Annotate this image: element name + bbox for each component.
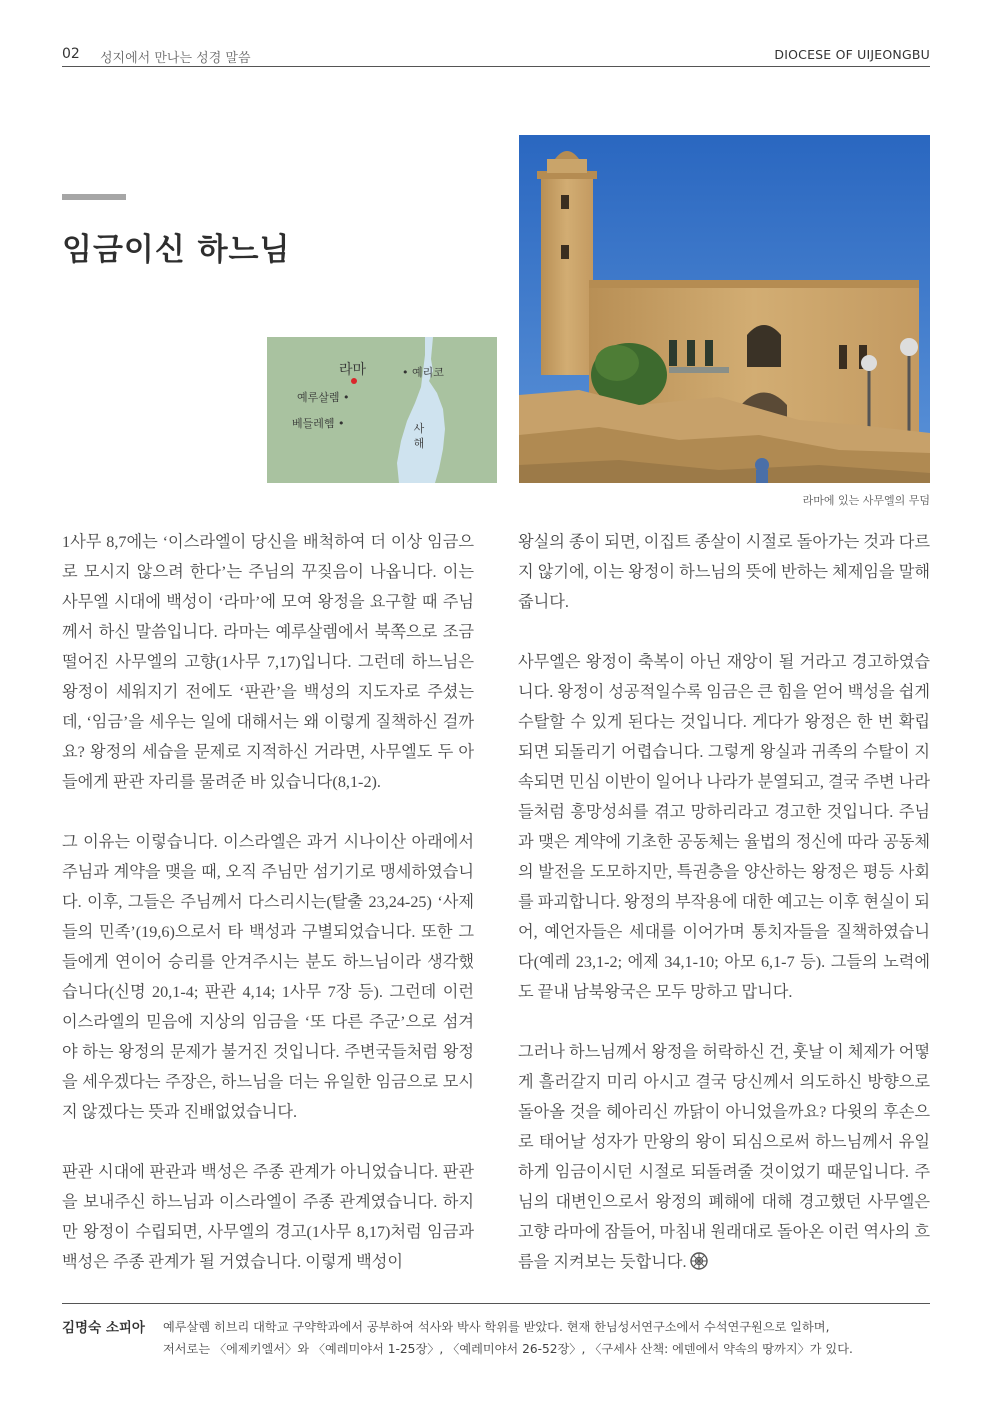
tomb-of-samuel-photo: [519, 135, 930, 483]
paragraph: 사무엘은 왕정이 축복이 아닌 재앙이 될 거라고 경고하였습니다. 왕정이 성공적일수록 임금은 큰 힘을 얻어 백성을 쉽게 수탈할 수 있게 된다는 것입니다. 게다가 왕정은 한 번 확립되면 되돌리기 어렵습니다. 그렇게 왕실과 귀족의 수탈이 지속되면 민심 이반이 일어나 나라가 분열되고, 결국 주변 나라들처럼 흥망성쇠를 겪고 망하리라고 경고한 것입니다. 주님과 맺은 계약에 기초한 공동체는 율법의 정신에 따라 공동체의 발전을 도모하지만, 특권층을 양산하는 왕정은 평등 사회를 파괴합니다. 왕정의 부작용에 대한 예고는 이후 현실이 되어, 예언자들은 세대를 이어가며 통치자들을 질책하였습니다(예레 23,1-2; 에제 34,1-10; 아모 6,1-7 등). 그들의 노력에도 끝내 남북왕국은 모두 망하고 맙니다.: [518, 653, 930, 1001]
author-bio-line: 예루살렘 히브리 대학교 구약학과에서 공부하여 석사와 박사 학위를 받았다. 현재 한님성서연구소에서 수석연구원으로 일하며,: [163, 1320, 830, 1334]
map-label-jerusalem: 예루살렘 •: [297, 391, 350, 404]
page-number: 02: [62, 46, 80, 62]
paragraph: 1사무 8,7에는 ‘이스라엘이 당신을 배척하여 더 이상 임금으로 모시지 않으려 한다’는 주님의 꾸짖음이 나옵니다. 이는 사무엘 시대에 백성이 ‘라마’에 모여 왕정을 요구할 때 주님께서 하신 말씀입니다. 라마는 예루살렘에서 북쪽으로 조금 떨어진 사무엘의 고향(1사무 7,17)입니다. 그런데 하느님은 왕정이 세워지기 전에도 ‘판관’을 백성의 지도자로 주셨는데, ‘임금’을 세우는 일에 대해서는 왜 이렇게 질책하신 걸까요? 왕정의 세습을 문제로 지적하신 거라면, 사무엘도 두 아들에게 판관 자리를 물려준 바 있습니다(8,1-2).: [62, 533, 474, 791]
author-bio: [163, 1316, 933, 1360]
author-bio-line: 저서로는 〈에제키엘서〉와 〈예레미야서 1-25장〉, 〈예레미야서 26-52장〉, 〈구세사 산책: 에덴에서 약속의 땅까지〉가 있다.: [163, 1342, 853, 1356]
body-column-left: [62, 527, 474, 1307]
map-label-jericho: • 예리코: [402, 366, 444, 379]
publisher-name: DIOCESE OF UIJEONGBU: [774, 47, 930, 62]
page-header: [62, 44, 930, 67]
author-name: 김명숙 소피아: [62, 1320, 145, 1336]
footer-divider: [62, 1303, 930, 1304]
dead-sea-shape: [397, 337, 445, 483]
paragraph: 그 이유는 이렇습니다. 이스라엘은 과거 시나이산 아래에서 주님과 계약을 맺을 때, 오직 주님만 섬기기로 맹세하였습니다. 이후, 그들은 주님께서 다스리시는(탈출 23,24-25) ‘사제들의 민족’(19,6)으로서 타 백성과 구별되었습니다. 또한 그들에게 연이어 승리를 안겨주시는 분도 하느님이라 생각했습니다(신명 20,1-4; 판관 4,14; 1사무 7장 등). 그런데 이런 이스라엘의 믿음에 지상의 임금을 ‘또 다른 주군’으로 섬겨야 하는 왕정의 문제가 불거진 것입니다. 주변국들처럼 왕정을 세우겠다는 주장은, 하느님을 더는 유일한 임금으로 모시지 않겠다는 뜻과 진배없었습니다.: [62, 833, 474, 1121]
photo-illustration: [519, 135, 930, 483]
section-title: 성지에서 만나는 성경 말씀: [100, 51, 251, 66]
map-label-dead-sea: 사해: [413, 422, 425, 450]
paragraph: 왕실의 종이 되면, 이집트 종살이 시절로 돌아가는 것과 다르지 않기에, 이는 왕정이 하느님의 뜻에 반하는 체제임을 말해줍니다.: [518, 533, 930, 611]
paragraph-text: 그러나 하느님께서 왕정을 허락하신 건, 훗날 이 체제가 어떻게 흘러갈지 미리 아시고 결국 당신께서 의도하신 방향으로 돌아올 것을 헤아리신 까닭이 아니었을까요? 다윗의 후손으로 태어날 성자가 만왕의 왕이 되심으로써 하느님께서 유일하게 임금이시던 시절로 되돌려줄 것이었기 때문입니다. 주님의 대변인으로서 왕정의 폐해에 대해 경고했던 사무엘은 고향 라마에 잠들어, 마침내 원래대로 돌아온 이런 역사의 흐름을 지켜보는 듯합니다.: [518, 1043, 930, 1271]
map-label-rama: 라마: [339, 362, 367, 378]
paragraph-final: [518, 1037, 930, 1280]
photo-caption: 라마에 있는 사무엘의 무덤: [802, 494, 930, 507]
map-label-bethlehem: 베들레헴 •: [292, 417, 345, 430]
article-title: 임금이신 하느님: [62, 232, 291, 268]
title-accent-bar: [62, 194, 126, 200]
region-map: [267, 337, 497, 483]
body-column-right: [518, 527, 930, 1280]
diocese-emblem-icon: [690, 1250, 708, 1280]
map-graphic: [267, 337, 497, 483]
paragraph: 판관 시대에 판관과 백성은 주종 관계가 아니었습니다. 판관을 보내주신 하느님과 이스라엘이 주종 관계였습니다. 하지만 왕정이 수립되면, 사무엘의 경고(1사무 8,17)처럼 임금과 백성은 주종 관계가 될 거였습니다. 이렇게 백성이: [62, 1163, 474, 1271]
